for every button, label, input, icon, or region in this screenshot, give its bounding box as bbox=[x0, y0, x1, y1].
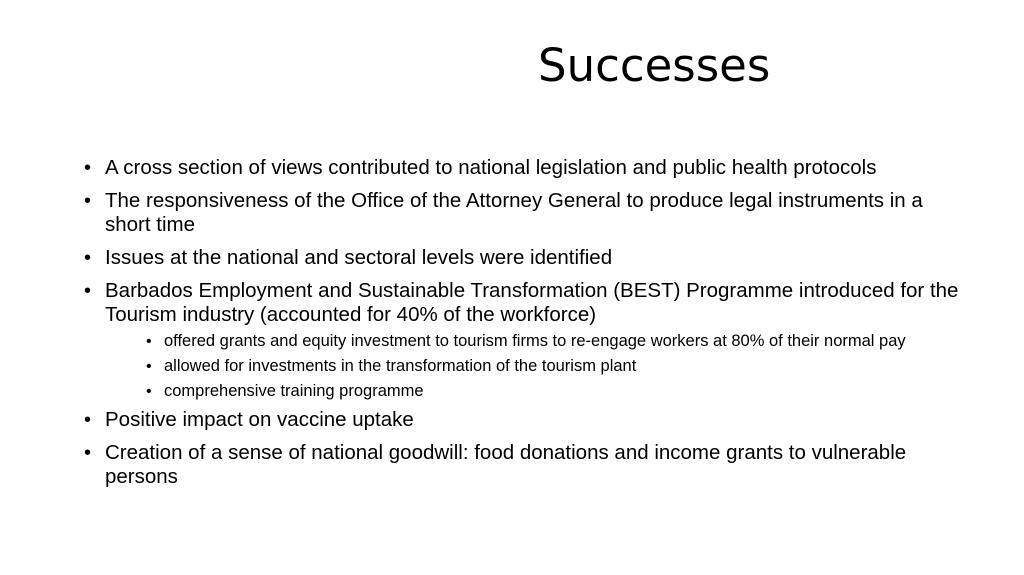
bullet-text: Barbados Employment and Sustainable Transformation (BEST) Programme introduced for the Tourism industry (accounted for 40% of the workforce) bbox=[105, 279, 959, 326]
sub-bullet-icon: • bbox=[146, 333, 152, 350]
bullet-text: A cross section of views contributed to national legislation and public health protocols bbox=[105, 156, 877, 179]
sub-bullet-icon: • bbox=[146, 358, 152, 375]
bullet-icon: • bbox=[84, 442, 92, 464]
bullet-item bbox=[84, 246, 974, 270]
bullet-icon: • bbox=[84, 247, 92, 269]
sub-bullet-item bbox=[143, 332, 974, 351]
sub-bullet-list bbox=[105, 332, 974, 401]
sub-bullet-text: comprehensive training programme bbox=[164, 382, 424, 400]
bullet-list bbox=[84, 156, 974, 489]
bullet-text: Issues at the national and sectoral levels were identified bbox=[105, 246, 613, 269]
bullet-icon: • bbox=[84, 157, 92, 179]
bullet-item bbox=[84, 189, 974, 237]
sub-bullet-text: allowed for investments in the transformation of the tourism plant bbox=[164, 357, 637, 375]
bullet-icon: • bbox=[84, 409, 92, 431]
bullet-item bbox=[84, 156, 974, 180]
sub-bullet-item bbox=[143, 357, 974, 376]
sub-bullet-text: offered grants and equity investment to tourism firms to re-engage workers at 80% of their normal pay bbox=[164, 332, 906, 350]
bullet-text: The responsiveness of the Office of the Attorney General to produce legal instruments in a short time bbox=[105, 189, 923, 236]
sub-bullet-icon: • bbox=[146, 383, 152, 400]
slide-title: Successes bbox=[538, 39, 771, 92]
slide-content bbox=[84, 156, 974, 498]
bullet-icon: • bbox=[84, 190, 92, 212]
bullet-text: Positive impact on vaccine uptake bbox=[105, 408, 414, 431]
bullet-item bbox=[84, 441, 974, 489]
bullet-item bbox=[84, 408, 974, 432]
bullet-text: Creation of a sense of national goodwill: food donations and income grants to vulnerable persons bbox=[105, 441, 907, 488]
sub-bullet-item bbox=[143, 382, 974, 401]
bullet-icon: • bbox=[84, 280, 92, 302]
bullet-item bbox=[84, 279, 974, 401]
